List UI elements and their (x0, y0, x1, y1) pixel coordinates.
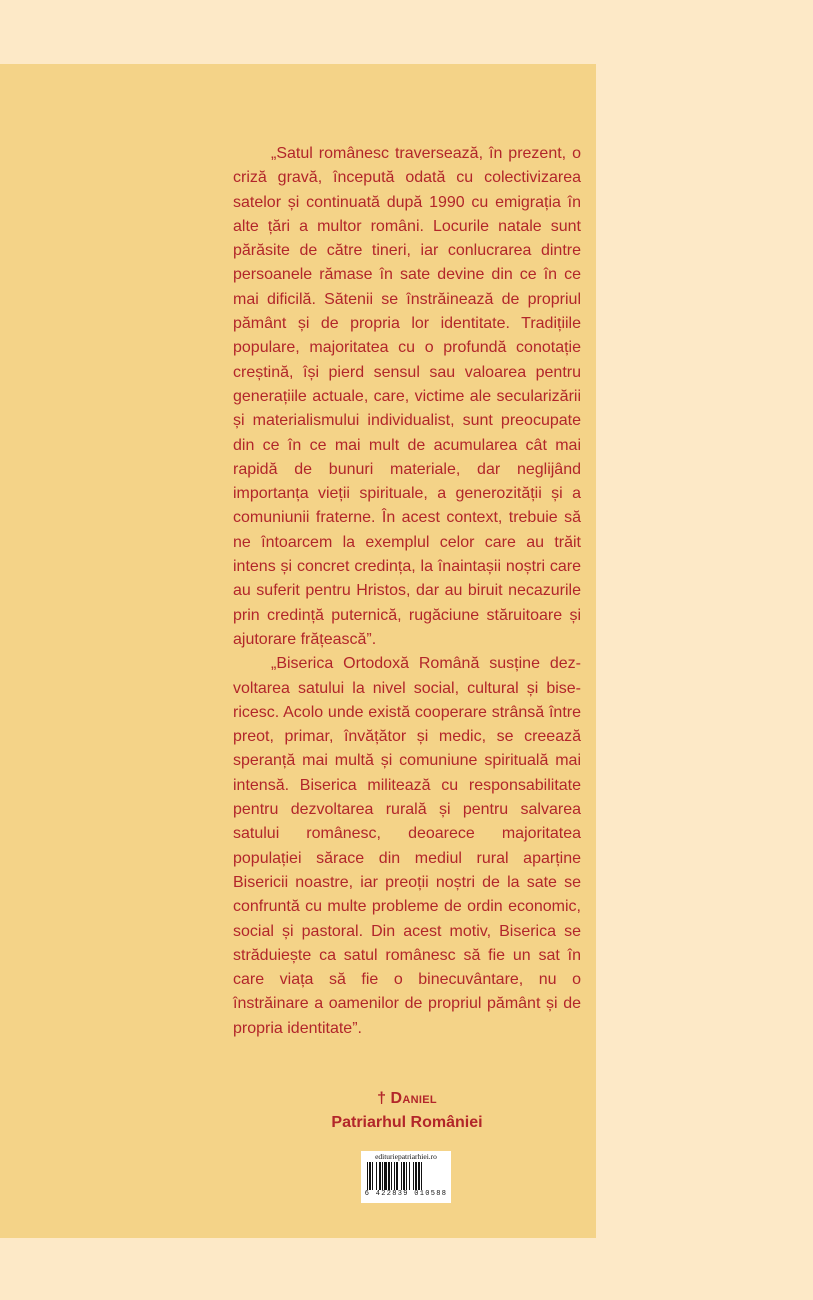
barcode-number: 6 422839 010588 (364, 1190, 448, 1198)
barcode-publisher-url: edituriepatriarhiei.ro (375, 1152, 437, 1161)
signature-title: Patriarhul României (331, 1114, 483, 1131)
quote-paragraph-2: „Biserica Ortodoxă Română susține dezvoltarea satului la nivel social, cultural și bisericesc. Acolo unde există cooperare strânsă între preot, primar, învățător și medic, se creează speranță mai multă și comuniune spirituală mai intensă. Biserica militează cu responsabilitate pentru dezvoltarea rurală și pentru salvarea satului românesc, deoarece majoritatea populației sărace din mediul rural aparține Bisericii noastre, iar preoții noștri de la sate se confruntă cu multe probleme de ordin economic, social și pastoral. Din acest motiv, Biserica se străduiește ca satul românesc să fie un sat în care viața să fie o binecuvântare, nu o înstrăinare a oamenilor de propriul pământ și de propria identitate”. (233, 655, 581, 1037)
signature-name: Daniel (390, 1090, 437, 1107)
barcode (361, 1151, 451, 1203)
barcode-bars-icon (366, 1162, 446, 1190)
cross-symbol: † (377, 1090, 387, 1107)
signature-name-line (233, 1087, 581, 1111)
quote-text-block (233, 142, 581, 1041)
signature-block (233, 1087, 581, 1135)
quote-paragraph-1: „Satul românesc traversează, în prezent, o criză gravă, începută odată cu colectivizarea satelor și continuată după 1990 cu emigrația în alte țări a multor români. Locurile natale sunt părăsite de către tineri, iar conlucrarea dintre persoanele rămase în sate devine din ce în ce mai dificilă. Sătenii se înstrăinează de propriul pământ și de propria lor identitate. Tradițiile populare, majoritatea cu o profundă conotație creștină, își pierd sensul sau valoarea pentru generațiile actuale, care, victime ale secularizării și materialismului individualist, sunt preocupate din ce în ce mai mult de acumularea cât mai rapidă de bunuri materiale, dar neglijând importanța vieții spirituale, a generozității și a comuniunii fraterne. În acest context, trebuie să ne întoarcem la exemplul celor care au trăit intens și concret credința, la înaintașii noștri care au suferit pentru Hristos, dar au biruit necazurile prin credință puternică, rugăciune stăruitoare și ajutorare frățească”. (233, 145, 581, 648)
